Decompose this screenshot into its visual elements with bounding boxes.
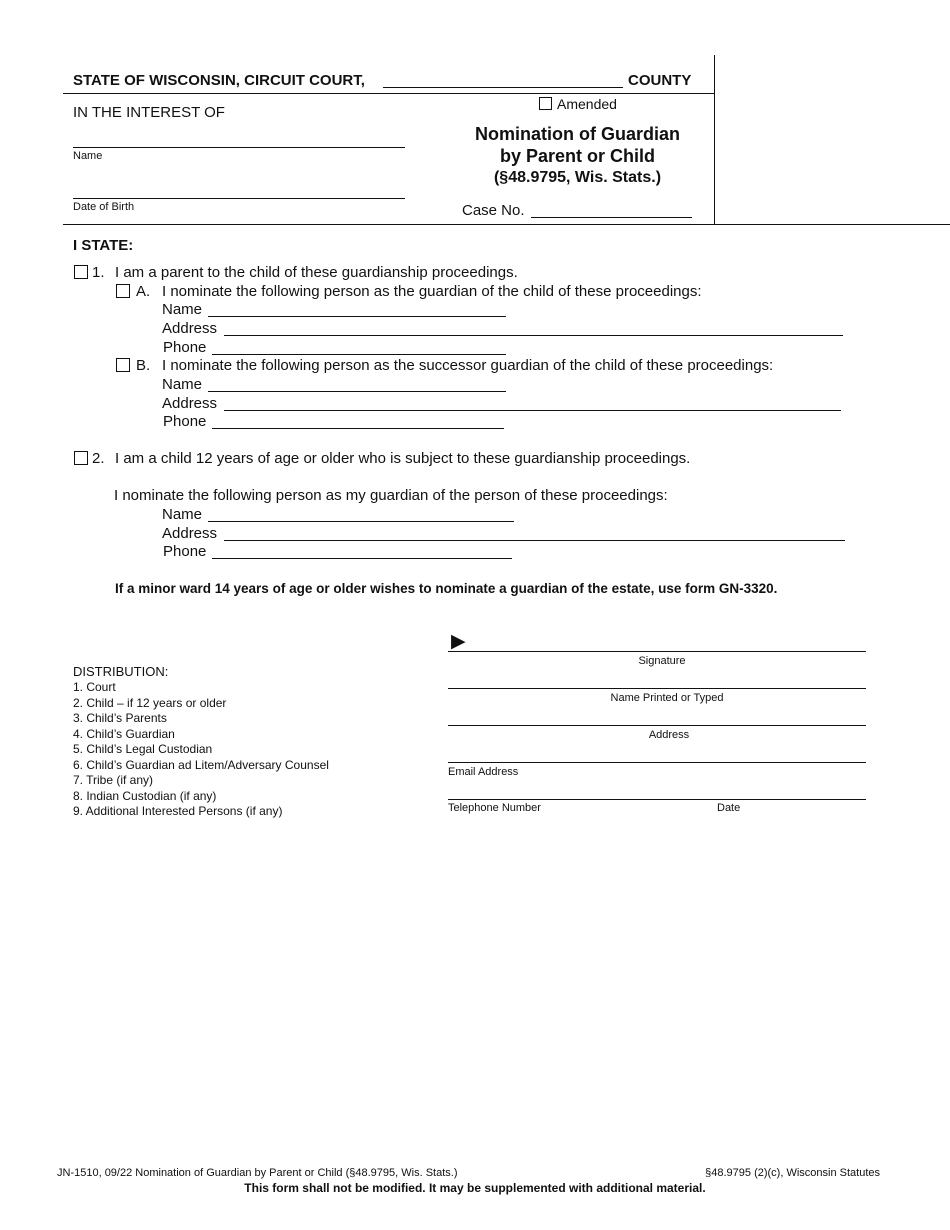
signer-address-label: Address — [648, 729, 690, 741]
case-no-input[interactable] — [531, 203, 692, 218]
item1b-name-label: Name — [162, 376, 203, 393]
item1a-letter: A. — [136, 283, 151, 300]
item1a-address-input[interactable] — [224, 321, 843, 336]
item2-phone-input[interactable] — [212, 544, 512, 559]
name-printed-label: Name Printed or Typed — [610, 692, 724, 704]
title-line-1: Nomination of Guardian — [475, 124, 680, 144]
footer-notice: This form shall not be modified. It may be supplemented with additional material. — [244, 1181, 706, 1195]
distribution-item: 5. Child’s Legal Custodian — [73, 742, 213, 756]
email-label: Email Address — [448, 766, 519, 778]
in-interest-of-label: IN THE INTEREST OF — [73, 104, 225, 121]
signature-rule — [448, 651, 866, 652]
date-input[interactable] — [708, 785, 866, 800]
distribution-item: 4. Child’s Guardian — [73, 726, 175, 741]
title-line-2: by Parent or Child — [499, 146, 656, 166]
item2-checkbox[interactable] — [74, 451, 88, 465]
item1-text: I am a parent to the child of these guardianship proceedings. — [115, 264, 518, 281]
item1a-checkbox[interactable] — [116, 284, 130, 298]
item1b-phone-input[interactable] — [212, 414, 504, 429]
case-no-label: Case No. — [462, 202, 525, 219]
item2-address-label: Address — [162, 525, 218, 542]
item2-text: I am a child 12 years of age or older who is subject to these guardianship proceedings. — [115, 450, 691, 467]
footer-form-id: JN-1510, 09/22 Nomination of Guardian by Parent or Child (§48.9795, Wis. Stats.) — [57, 1167, 458, 1179]
telephone-input[interactable] — [448, 785, 708, 800]
item1a-phone-input[interactable] — [212, 340, 506, 355]
minor-notice: If a minor ward 14 years of age or older wishes to nominate a guardian of the estate, use form GN-3320. — [115, 581, 778, 596]
item1-number: 1. — [92, 264, 105, 281]
child-name-input[interactable] — [73, 133, 405, 148]
item1b-address-input[interactable] — [224, 396, 841, 411]
child-dob-label: Date of Birth — [73, 201, 135, 213]
item1b-text: I nominate the following person as the successor guardian of the child of these proceedings: — [162, 357, 774, 374]
distribution-list — [73, 680, 329, 820]
county-label: COUNTY — [628, 72, 692, 89]
signature-arrow-icon: ▶ — [451, 631, 466, 652]
distribution-item: 7. Tribe (if any) — [73, 773, 154, 787]
child-name-label: Name — [73, 150, 103, 162]
distribution-item: 6. Child’s Guardian ad Litem/Adversary Counsel — [73, 757, 329, 772]
form-title — [440, 123, 715, 189]
item1a-address-label: Address — [162, 320, 218, 337]
header-rule-top — [63, 93, 714, 94]
court-prefix: STATE OF WISCONSIN, CIRCUIT COURT, — [73, 72, 365, 89]
signature-input[interactable] — [470, 637, 866, 652]
item2-address-input[interactable] — [224, 526, 845, 541]
item1a-name-label: Name — [162, 301, 203, 318]
distribution-title: DISTRIBUTION: — [73, 664, 169, 679]
header-rule-bottom — [63, 224, 950, 225]
item1b-address-label: Address — [162, 395, 218, 412]
item1b-letter: B. — [136, 357, 151, 374]
amended-label: Amended — [557, 96, 617, 112]
item2-number: 2. — [92, 450, 105, 467]
email-input[interactable] — [448, 748, 866, 763]
distribution-item: 2. Child – if 12 years or older — [73, 695, 227, 710]
county-input[interactable] — [383, 73, 623, 88]
item1b-name-input[interactable] — [208, 377, 506, 392]
distribution-item: 3. Child’s Parents — [73, 711, 167, 725]
date-label: Date — [717, 802, 741, 814]
distribution-item: 1. Court — [73, 680, 116, 694]
signer-address-input[interactable] — [448, 711, 866, 726]
item2-name-label: Name — [162, 506, 203, 523]
telephone-label: Telephone Number — [448, 802, 541, 814]
item1a-name-input[interactable] — [208, 302, 506, 317]
distribution-item: 8. Indian Custodian (if any) — [73, 788, 217, 803]
item1a-phone-label: Phone — [163, 339, 207, 356]
name-printed-input[interactable] — [448, 674, 866, 689]
footer-statute: §48.9795 (2)(c), Wisconsin Statutes — [705, 1167, 880, 1179]
item1b-checkbox[interactable] — [116, 358, 130, 372]
distribution-item: 9. Additional Interested Persons (if any) — [73, 804, 283, 818]
item1-checkbox[interactable] — [74, 265, 88, 279]
i-state-heading: I STATE: — [73, 237, 134, 254]
item1a-text: I nominate the following person as the guardian of the child of these proceedings: — [162, 283, 702, 300]
amended-checkbox[interactable] — [539, 97, 552, 110]
title-line-3: (§48.9795, Wis. Stats.) — [493, 169, 662, 186]
item1b-phone-label: Phone — [163, 413, 207, 430]
item2-name-input[interactable] — [208, 507, 514, 522]
child-dob-input[interactable] — [73, 184, 405, 199]
signature-label: Signature — [638, 655, 686, 667]
item2-phone-label: Phone — [163, 543, 207, 560]
item2-nominate-text: I nominate the following person as my guardian of the person of these proceedings: — [114, 487, 668, 504]
